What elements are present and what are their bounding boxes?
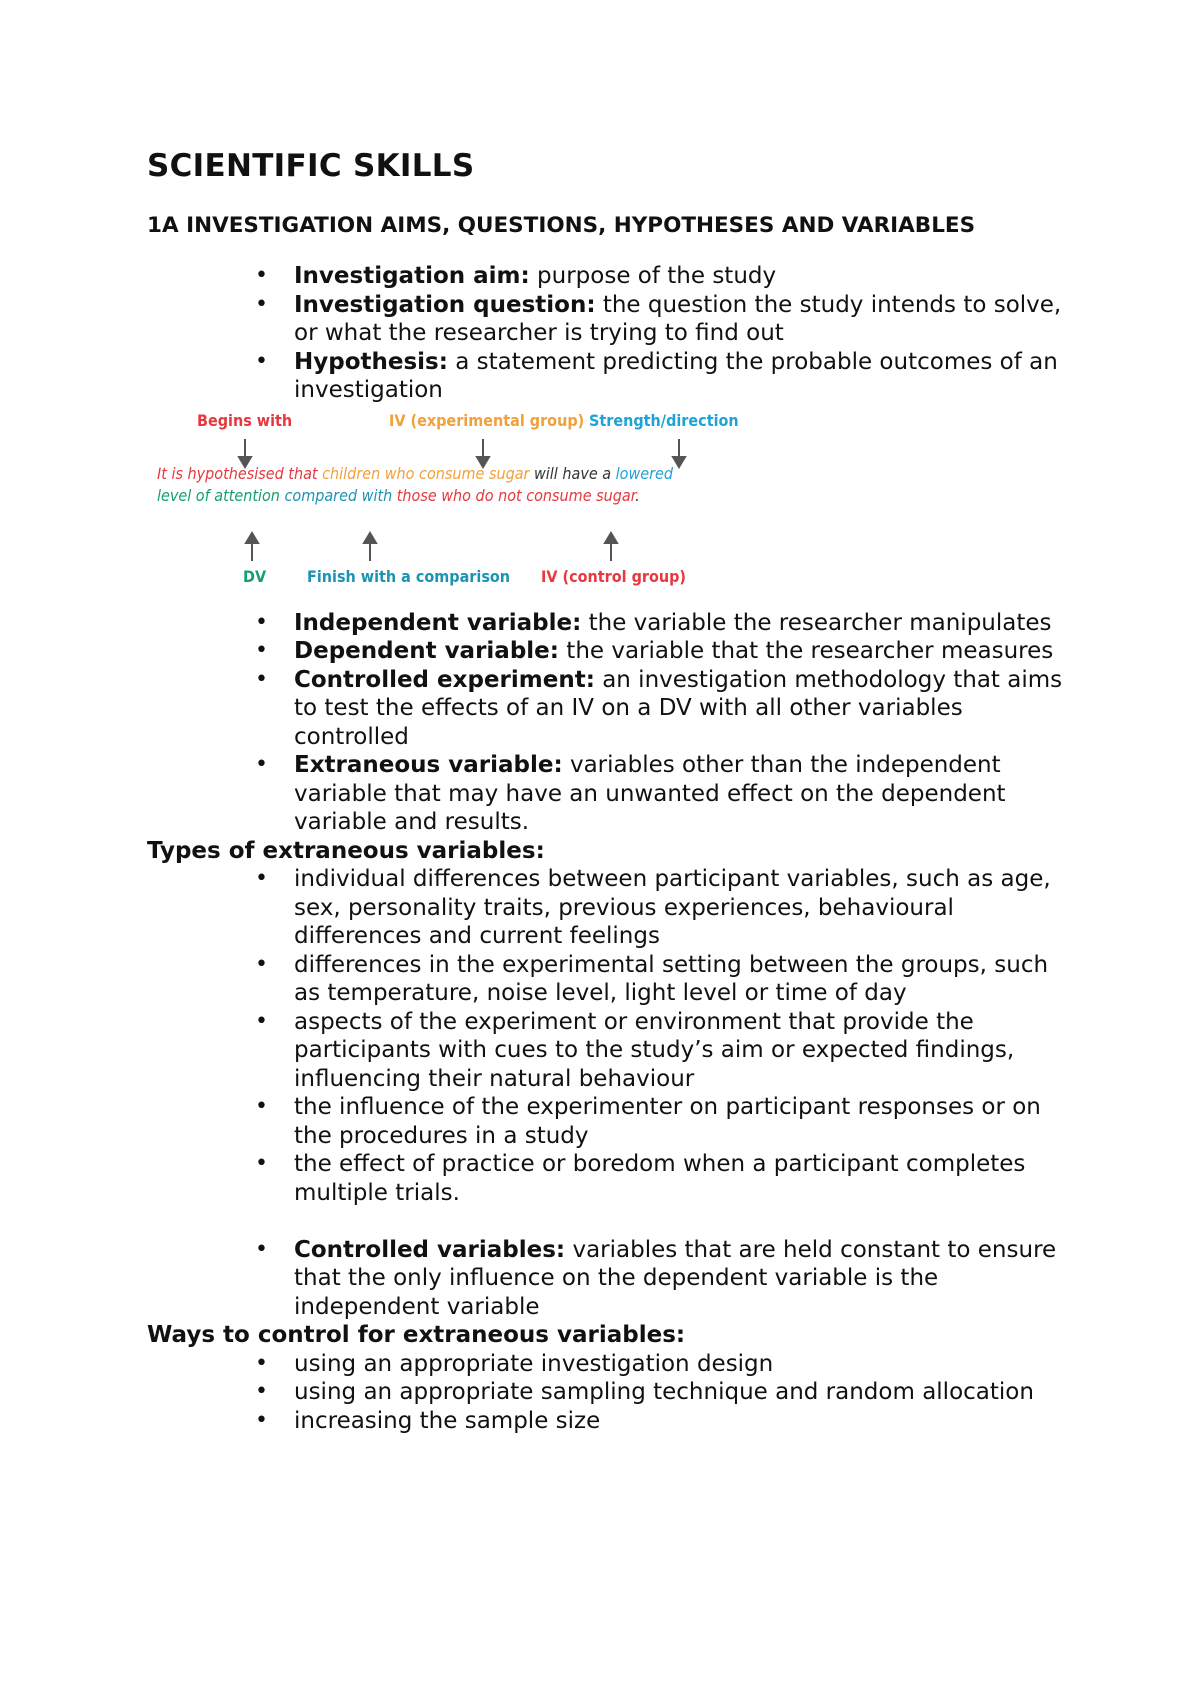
term: Controlled experiment:: [294, 666, 595, 693]
list-item: • individual differences between participant variables, such as age, sex, personality traits, previous experiences, behavioural differences and current feelings: [294, 865, 1067, 951]
list-item: • differences in the experimental setting between the groups, such as temperature, noise level, light level or time of day: [294, 951, 1067, 1008]
strength-direction-label: Strength/direction: [589, 410, 739, 430]
sentence-period: .: [635, 485, 640, 505]
hypothesis-sentence: [157, 463, 777, 507]
definition: variables that are held constant to ensure that the only influence on the dependent variable is the independent variable: [294, 1236, 1057, 1320]
sentence-direction: lowered: [615, 463, 674, 483]
ways-list: [147, 1350, 1067, 1436]
definition: the variable that the researcher measures: [558, 638, 1054, 664]
list-item: • the effect of practice or boredom when a participant completes multiple trials.: [294, 1150, 1067, 1207]
types-heading: Types of extraneous variables:: [147, 837, 545, 864]
page-title: SCIENTIFIC SKILLS: [147, 148, 475, 184]
list-item: [294, 637, 1067, 666]
dv-label: DV: [243, 566, 267, 586]
definition: the question the study intends to solve, or what the researcher is trying to find out: [294, 291, 1062, 346]
term: Dependent variable:: [294, 638, 559, 664]
sentence-comparison: compared with: [279, 485, 393, 505]
term: Investigation aim:: [294, 263, 530, 289]
sentence-dv: level of attention: [157, 485, 280, 505]
definition: the variable the researcher manipulates: [581, 609, 1052, 636]
list-item: • using an appropriate sampling technique and random allocation: [294, 1378, 1067, 1407]
term: Controlled variables:: [294, 1236, 566, 1263]
definitions-list-2: [147, 609, 1067, 837]
list-item: • using an appropriate investigation design: [294, 1350, 1067, 1379]
term: Independent variable:: [294, 609, 582, 636]
sentence-middle: will have a: [529, 463, 616, 483]
sentence-iv-experimental: children who consume sugar: [322, 463, 530, 483]
iv-control-label: IV (control group): [541, 566, 686, 586]
list-item: [294, 291, 1067, 348]
definition: a statement predicting the probable outcomes of an investigation: [294, 348, 1058, 403]
document-content: [147, 148, 1067, 1435]
sentence-opening: It is hypothesised that: [157, 463, 323, 483]
spacer: [147, 1207, 1067, 1236]
controlled-list: [147, 1236, 1067, 1322]
finish-comparison-label: Finish with a comparison: [307, 566, 511, 586]
list-item: [294, 609, 1067, 638]
list-item: [294, 666, 1067, 752]
definition: variables other than the independent variable that may have an unwanted effect on the dependent variable and results.: [294, 752, 1006, 835]
list-item: [294, 262, 1067, 291]
list-item: • the influence of the experimenter on participant responses or on the procedures in a study: [294, 1093, 1067, 1150]
list-item: [294, 1236, 1067, 1322]
begins-with-label: Begins with: [197, 410, 293, 430]
list-item: • aspects of the experiment or environment that provide the participants with cues to the study’s aim or expected findings, influencing their natural behaviour: [294, 1008, 1067, 1094]
term: Investigation question:: [294, 291, 596, 318]
sentence-iv-control: those who do not consume sugar: [392, 485, 636, 505]
list-item: [294, 751, 1067, 837]
definition: an investigation methodology that aims to test the effects of an IV on a DV with all other variables controlled: [294, 666, 1063, 750]
list-item: • increasing the sample size: [294, 1407, 1067, 1436]
types-list: [147, 865, 1067, 1207]
ways-heading: Ways to control for extraneous variables:: [147, 1322, 686, 1348]
definition: purpose of the study: [529, 263, 777, 289]
term: Hypothesis:: [294, 348, 448, 375]
section-heading: 1A INVESTIGATION AIMS, QUESTIONS, HYPOTHESES AND VARIABLES: [147, 213, 976, 238]
term: Extraneous variable:: [294, 752, 563, 778]
iv-experimental-label: IV (experimental group): [389, 410, 585, 430]
list-item: [294, 348, 1067, 405]
definitions-list-1: [147, 262, 1067, 405]
hypothesis-diagram: [157, 411, 857, 601]
